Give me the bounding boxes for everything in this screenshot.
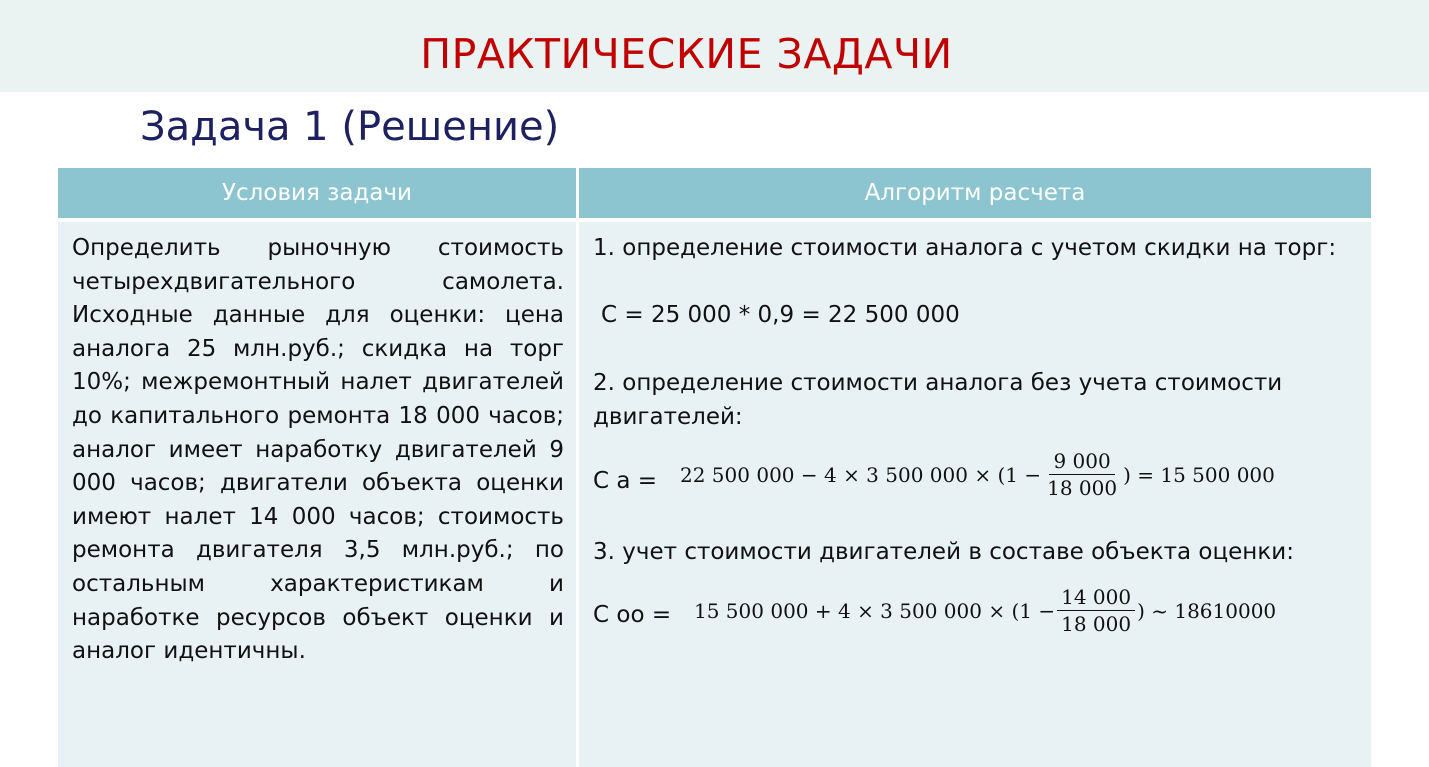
slide-title: ПРАКТИЧЕСКИЕ ЗАДАЧИ [420,30,953,78]
step-1-text: 1. определение стоимости аналога с учетом скидки на торг: [593,235,1337,261]
step-2-formula [680,450,1275,499]
step-3-text: 3. учет стоимости двигателей в составе объекта оценки: [593,539,1294,565]
step-3-denominator: 18 000 [1061,612,1132,636]
step-3-numerator: 14 000 [1057,586,1135,611]
step-2-denominator: 18 000 [1047,476,1118,500]
step-3-rhs: ) ~ 18610000 [1137,598,1277,623]
step-2-fraction [1043,450,1121,499]
slide-subtitle: Задача 1 (Решение) [140,104,560,150]
step-3-formula [694,586,1276,635]
solution-table [58,168,1371,767]
step-2-numerator: 9 000 [1049,450,1114,475]
step-2-rhs: ) = 15 500 000 [1123,462,1275,487]
step-2-label: С а = [593,468,658,494]
cell-conditions [58,222,576,767]
cell-algorithm [579,222,1371,767]
step-2-text: 2. определение стоимости аналога без учета стоимости двигателей: [593,370,1283,430]
step-3-fraction [1057,586,1135,635]
step-3-lhs: 15 500 000 + 4 × 3 500 000 × (1 − [694,598,1056,623]
header-conditions: Условия задачи [58,168,576,218]
step-3-label: С оо = [593,602,672,628]
conditions-text: Определить рыночную стоимость четырехдвигательного самолета. Исходные данные для оценки: цена аналога 25 млн.руб.; скидка на торг 10%; межремонтный налет двигателей до капитального ремонта 18 000 часов; аналог имеет наработку двигателей 9 000 часов; двигатели объекта оценки имеют налет 14 000 часов; стоимость ремонта двигателя 3,5 млн.руб.; по остальным характеристикам и наработке ресурсов объект оценки и аналог идентичны. [72,235,564,665]
step-1-formula: С = 25 000 * 0,9 = 22 500 000 [601,302,960,328]
header-algorithm: Алгоритм расчета [579,168,1371,218]
step-2-lhs: 22 500 000 − 4 × 3 500 000 × (1 − [680,462,1042,487]
